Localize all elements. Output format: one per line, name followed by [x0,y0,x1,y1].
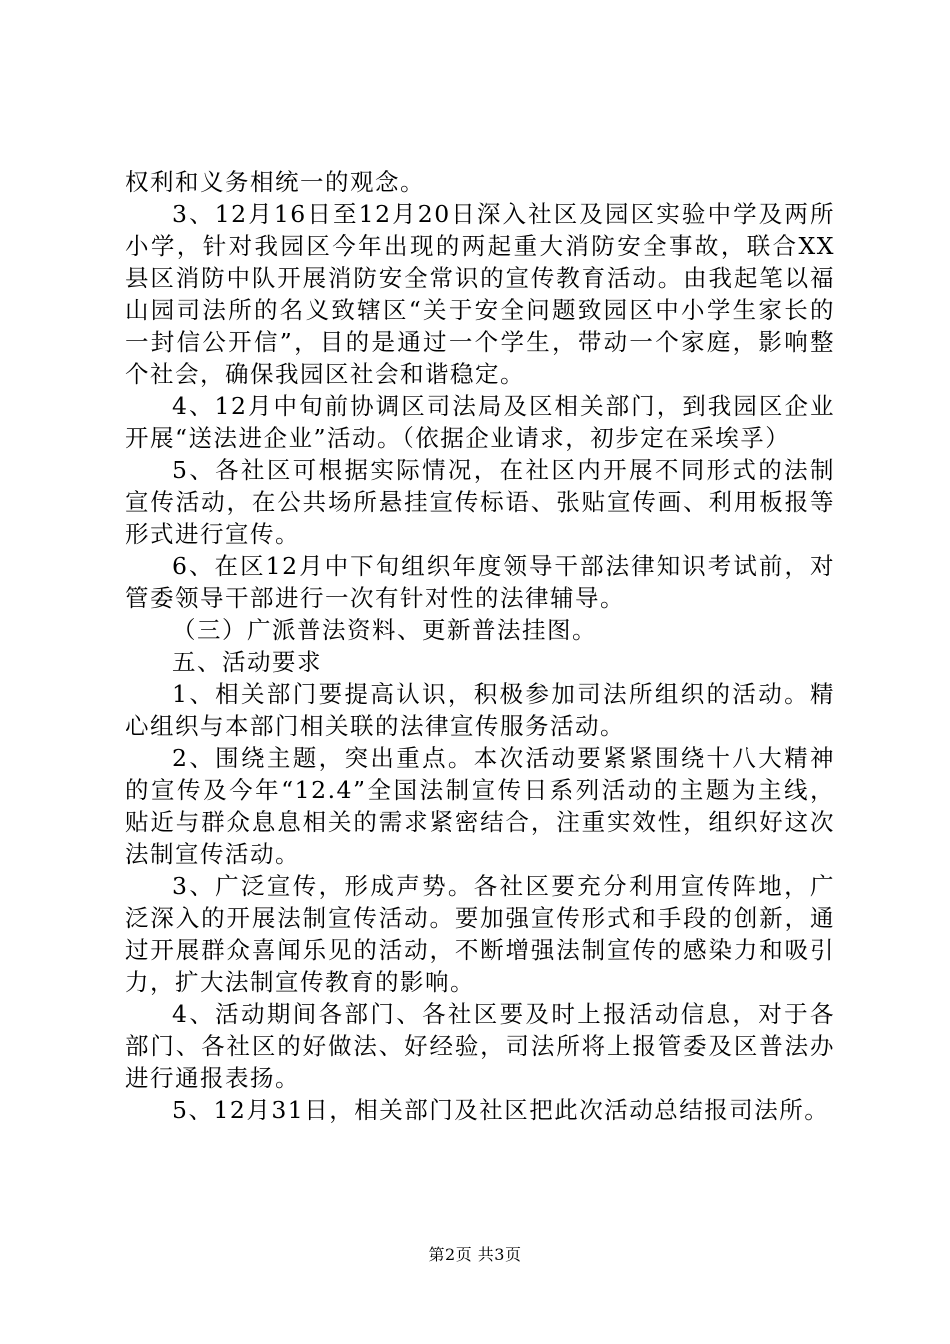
paragraph-item-5: 5、各社区可根据实际情况，在社区内开展不同形式的法制宣传活动，在公共场所悬挂宣传标语、张贴宣传画、利用板报等形式进行宣传。 [125,456,835,548]
paragraph-continuation: 权利和义务相统一的观念。 [125,168,425,196]
requirement-item-2: 2、围绕主题，突出重点。本次活动要紧紧围绕十八大精神的宣传及今年“12.4”全国法制宣传日系列活动的主题为主线，贴近与群众息息相关的需求紧密结合，注重实效性，组织好这次法制宣传活动。 [125,744,835,868]
requirement-item-4: 4、活动期间各部门、各社区要及时上报活动信息，对于各部门、各社区的好做法、好经验，司法所将上报管委及区普法办进行通报表扬。 [125,1000,835,1092]
requirement-item-1: 1、相关部门要提高认识，积极参加司法所组织的活动。精心组织与本部门相关联的法律宣传服务活动。 [125,680,835,740]
section-heading-requirements: 五、活动要求 [172,648,322,676]
paragraph-item-6: 6、在区12月中下旬组织年度领导干部法律知识考试前，对管委领导干部进行一次有针对性的法律辅导。 [125,552,835,612]
requirement-item-5: 5、12月31日，相关部门及社区把此次活动总结报司法所。 [172,1096,830,1124]
paragraph-item-3: 3、12月16日至12月20日深入社区及园区实验中学及两所小学，针对我园区今年出现的两起重大消防安全事故，联合XX县区消防中队开展消防安全常识的宣传教育活动。由我起笔以福山园司法所的名义致辖区“关于安全问题致园区中小学生家长的一封信公开信”，目的是通过一个学生，带动一个家庭，影响整个社会，确保我园区社会和谐稳定。 [125,200,835,388]
paragraph-item-4: 4、12月中旬前协调区司法局及区相关部门，到我园区企业开展“送法进企业”活动。（依据企业请求，初步定在采埃孚） [125,392,835,452]
requirement-item-3: 3、广泛宣传，形成声势。各社区要充分利用宣传阵地，广泛深入的开展法制宣传活动。要加强宣传形式和手段的创新，通过开展群众喜闻乐见的活动，不断增强法制宣传的感染力和吸引力，扩大法制宣传教育的影响。 [125,872,835,996]
page-footer: 第2页 共3页 [428,1245,522,1264]
section-heading-3: （三）广派普法资料、更新普法挂图。 [172,616,597,644]
document-body [125,166,835,1126]
